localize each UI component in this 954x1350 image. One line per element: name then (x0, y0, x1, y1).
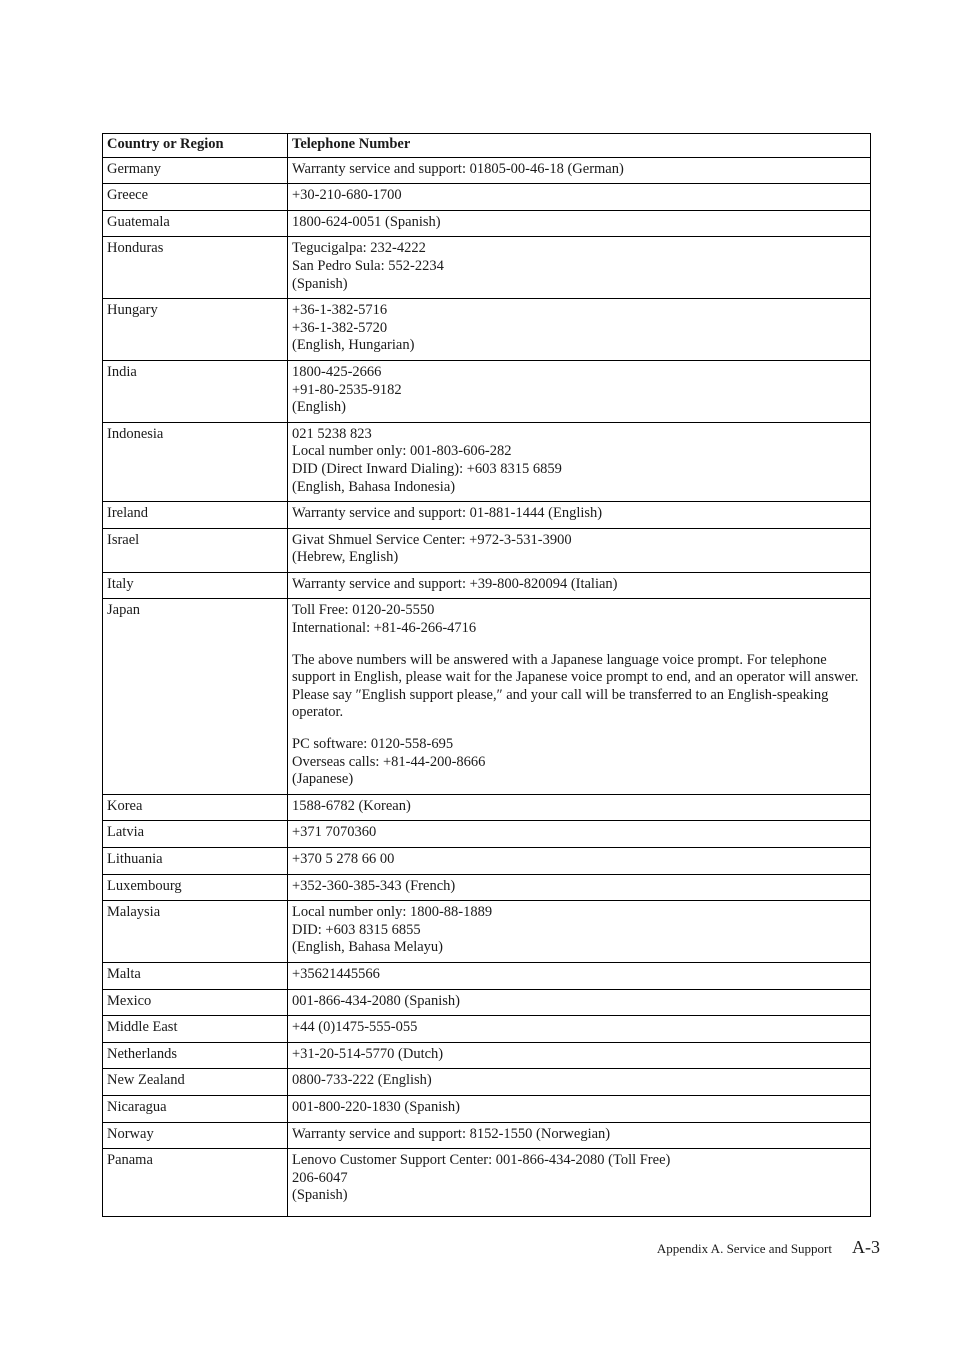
telephone-cell (288, 874, 871, 901)
telephone-cell (288, 528, 871, 572)
table-body (103, 157, 871, 1216)
header-country: Country or Region (103, 134, 288, 158)
page-number: A-3 (852, 1237, 880, 1257)
table-row (103, 1069, 871, 1096)
table-header-row (103, 134, 871, 158)
telephone-line: +36-1-382-5720 (292, 319, 388, 336)
telephone-line: +91-80-2535-9182 (292, 381, 402, 398)
telephone-line: Givat Shmuel Service Center: +972-3-531-3900 (292, 531, 572, 548)
table-row (103, 1042, 871, 1069)
table-row (103, 962, 871, 989)
table-row (103, 237, 871, 299)
telephone-line: Warranty service and support: 8152-1550 (Norwegian) (292, 1125, 611, 1142)
telephone-cell (288, 1069, 871, 1096)
telephone-line: The above numbers will be answered with a Japanese language voice prompt. For telephone support in English, please wait for the Japanese voice prompt to end, and an operator will answer. Please say ″English support please,″ and your call will be transferred to an English-speaking operator. (292, 651, 859, 721)
telephone-cell (288, 572, 871, 599)
country-cell: Israel (103, 528, 288, 572)
telephone-cell (288, 237, 871, 299)
country-cell: New Zealand (103, 1069, 288, 1096)
telephone-cell (288, 1122, 871, 1149)
telephone-line: +31-20-514-5770 (Dutch) (292, 1045, 444, 1062)
telephone-cell (288, 299, 871, 361)
table-row (103, 502, 871, 529)
telephone-line: International: +81-46-266-4716 (292, 620, 477, 637)
telephone-line: PC software: 0120-558-695 (292, 736, 454, 753)
telephone-cell (288, 848, 871, 875)
telephone-cell (288, 422, 871, 501)
country-cell: Hungary (103, 299, 288, 361)
country-cell: Germany (103, 157, 288, 184)
table-row (103, 821, 871, 848)
telephone-line: Tegucigalpa: 232-4222 (292, 240, 426, 257)
telephone-line: (English) (292, 399, 346, 416)
telephone-line: Overseas calls: +81-44-200-8666 (292, 753, 486, 770)
country-cell: Guatemala (103, 210, 288, 237)
country-cell: Lithuania (103, 848, 288, 875)
table-row (103, 210, 871, 237)
telephone-line: 001-866-434-2080 (Spanish) (292, 992, 460, 1009)
telephone-line: Lenovo Customer Support Center: 001-866-434-2080 (Toll Free) (292, 1152, 671, 1169)
telephone-cell (288, 1016, 871, 1043)
country-cell: Latvia (103, 821, 288, 848)
country-cell: Mexico (103, 989, 288, 1016)
telephone-cell (288, 1042, 871, 1069)
telephone-line: +30-210-680-1700 (292, 187, 402, 204)
table-row (103, 157, 871, 184)
telephone-line: +352-360-385-343 (French) (292, 877, 456, 894)
telephone-line: DID (Direct Inward Dialing): +603 8315 6859 (292, 460, 562, 477)
telephone-cell (288, 1149, 871, 1217)
telephone-line: 021 5238 823 (292, 425, 372, 442)
table-row (103, 1016, 871, 1043)
table-row (103, 1095, 871, 1122)
country-cell: Norway (103, 1122, 288, 1149)
table-row (103, 989, 871, 1016)
country-cell: Middle East (103, 1016, 288, 1043)
support-phone-table-container (102, 133, 870, 1217)
country-cell: Panama (103, 1149, 288, 1217)
header-telephone: Telephone Number (288, 134, 871, 158)
telephone-cell (288, 599, 871, 794)
telephone-line: +35621445566 (292, 965, 380, 982)
country-cell: Malaysia (103, 901, 288, 963)
country-cell: Netherlands (103, 1042, 288, 1069)
country-cell: Korea (103, 794, 288, 821)
telephone-line: Toll Free: 0120-20-5550 (292, 602, 435, 619)
table-row (103, 848, 871, 875)
table-row (103, 360, 871, 422)
telephone-line: (Hebrew, English) (292, 549, 399, 566)
table-row (103, 1149, 871, 1217)
table-row (103, 572, 871, 599)
table-row (103, 299, 871, 361)
country-cell: India (103, 360, 288, 422)
telephone-line: +36-1-382-5716 (292, 302, 388, 319)
table-row (103, 422, 871, 501)
telephone-line: (Spanish) (292, 1187, 348, 1204)
telephone-cell (288, 962, 871, 989)
country-cell: Greece (103, 184, 288, 211)
telephone-line: +44 (0)1475-555-055 (292, 1019, 418, 1036)
country-cell: Luxembourg (103, 874, 288, 901)
telephone-line: +371 7070360 (292, 824, 377, 841)
country-cell: Italy (103, 572, 288, 599)
telephone-cell (288, 184, 871, 211)
telephone-cell (288, 821, 871, 848)
footer-section-title: Appendix A. Service and Support (656, 1241, 832, 1256)
telephone-line: 1588-6782 (Korean) (292, 797, 411, 814)
paragraph-gap (292, 722, 866, 736)
telephone-line: DID: +603 8315 6855 (292, 921, 421, 938)
table-row (103, 874, 871, 901)
telephone-line: Local number only: 1800-88-1889 (292, 904, 493, 921)
support-phone-table (102, 133, 871, 1217)
country-cell: Ireland (103, 502, 288, 529)
page-footer (657, 1237, 880, 1258)
telephone-line: 001-800-220-1830 (Spanish) (292, 1098, 460, 1115)
telephone-line: 0800-733-222 (English) (292, 1072, 432, 1089)
telephone-line: (English, Bahasa Indonesia) (292, 478, 456, 495)
table-row (103, 528, 871, 572)
telephone-line: (English, Bahasa Melayu) (292, 939, 444, 956)
paragraph-gap (292, 638, 866, 652)
telephone-line: (Japanese) (292, 771, 354, 788)
table-row (103, 599, 871, 794)
telephone-line: +370 5 278 66 00 (292, 851, 395, 867)
table-row (103, 901, 871, 963)
country-cell: Japan (103, 599, 288, 794)
telephone-line: Warranty service and support: 01-881-1444 (English) (292, 505, 603, 522)
table-row (103, 1122, 871, 1149)
telephone-line: Warranty service and support: +39-800-820094 (Italian) (292, 575, 618, 592)
telephone-cell (288, 794, 871, 821)
telephone-line: San Pedro Sula: 552-2234 (292, 257, 444, 274)
country-cell: Indonesia (103, 422, 288, 501)
table-row (103, 184, 871, 211)
table-row (103, 794, 871, 821)
telephone-cell (288, 157, 871, 184)
telephone-line: 1800-624-0051 (Spanish) (292, 213, 441, 230)
telephone-cell (288, 210, 871, 237)
telephone-line: (English, Hungarian) (292, 337, 415, 354)
telephone-line: (Spanish) (292, 275, 348, 292)
telephone-line: Local number only: 001-803-606-282 (292, 443, 512, 460)
country-cell: Honduras (103, 237, 288, 299)
telephone-line: 206-6047 (292, 1169, 348, 1186)
telephone-cell (288, 901, 871, 963)
country-cell: Malta (103, 962, 288, 989)
telephone-cell (288, 502, 871, 529)
telephone-line: 1800-425-2666 (292, 363, 382, 380)
telephone-cell (288, 360, 871, 422)
telephone-line: Warranty service and support: 01805-00-46-18 (German) (292, 160, 624, 177)
telephone-cell (288, 989, 871, 1016)
country-cell: Nicaragua (103, 1095, 288, 1122)
telephone-cell (288, 1095, 871, 1122)
